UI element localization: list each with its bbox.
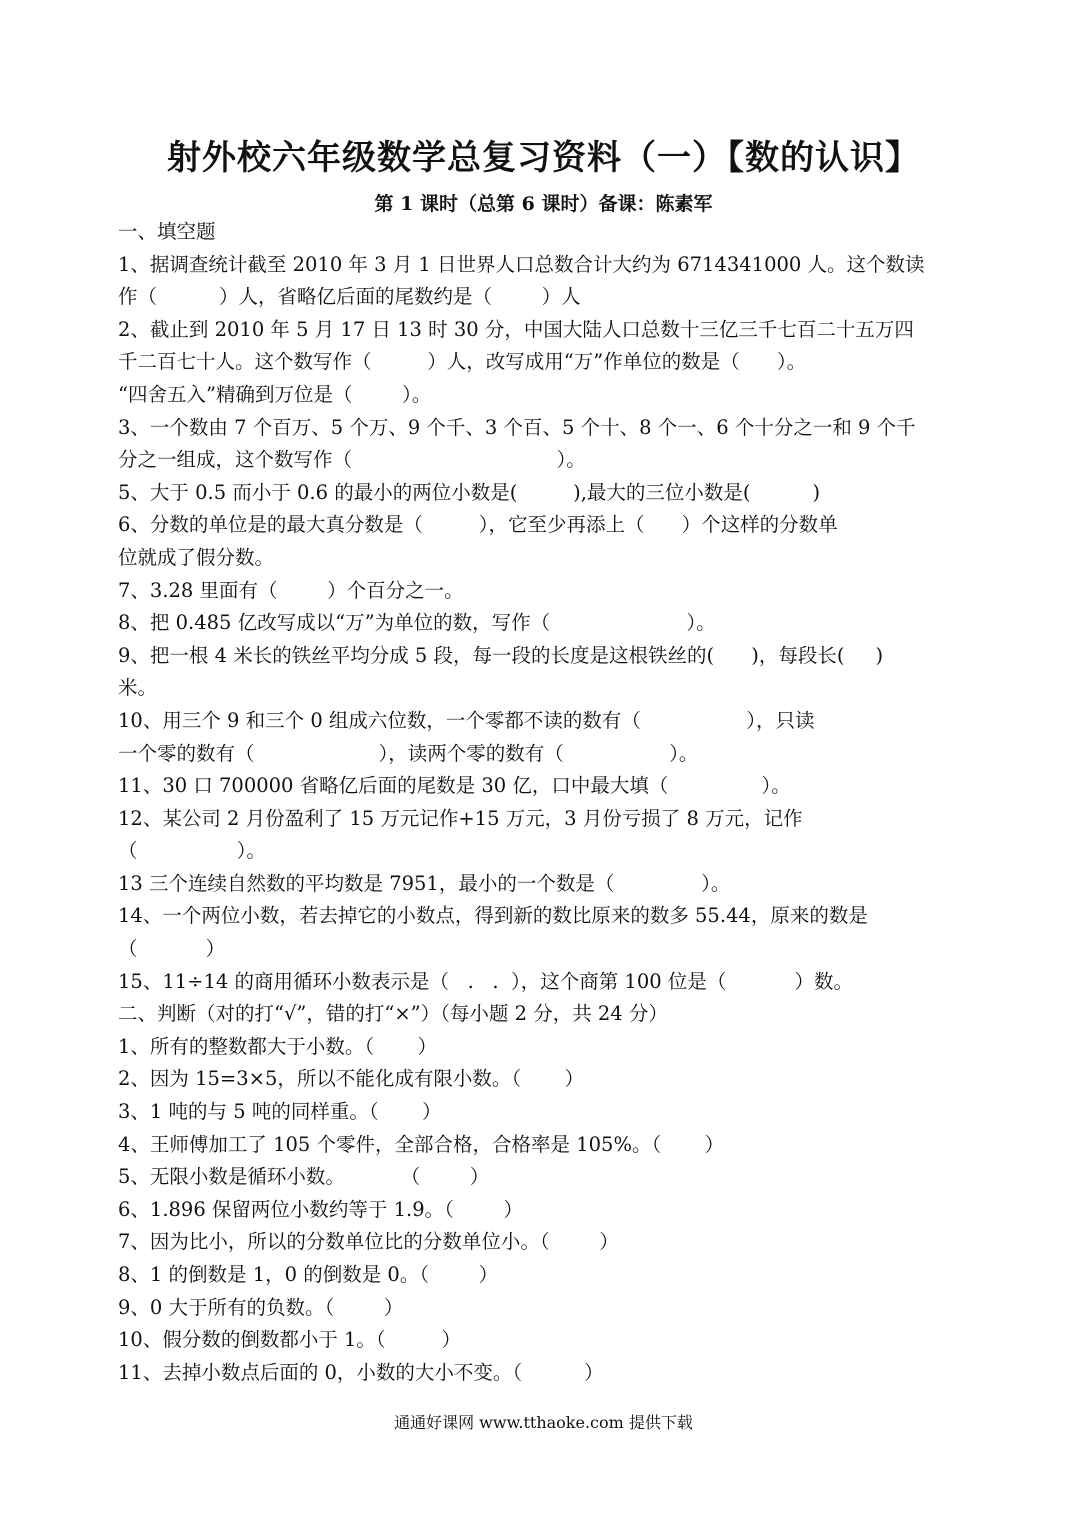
question-line: 3、一个数由 7 个百万、5 个万、9 个千、3 个百、5 个十、8 个一、6 个十分之一和 9 个千 (118, 415, 916, 439)
section-heading: 二、判断（对的打“√”，错的打“×”）（每小题 2 分，共 24 分） (118, 1002, 668, 1026)
question-line: 米。 (118, 676, 158, 700)
question-line: 12、某公司 2 月份盈利了 15 万元记作+15 万元，3 月份亏损了 8 万元，记作 (118, 806, 803, 830)
question-line: 6、1.896 保留两位小数约等于 1.9。（ ） (118, 1197, 523, 1221)
page-title: 射外校六年级数学总复习资料（一）【数的认识】 (167, 138, 920, 178)
question-line: 2、因为 15=3×5，所以不能化成有限小数。（ ） (118, 1067, 585, 1091)
question-line: 3、1 吨的与 5 吨的同样重。（ ） (118, 1100, 442, 1124)
page-footer: 通通好课网 www.tthaoke.com 提供下载 (394, 1413, 693, 1432)
page-subtitle: 第 1 课时（总第 6 课时）备课：陈素军 (374, 193, 713, 215)
worksheet-body (118, 216, 978, 1389)
question-line: 9、0 大于所有的负数。（ ） (118, 1295, 404, 1319)
question-line: 5、大于 0.5 而小于 0.6 的最小的两位小数是( ),最大的三位小数是( ) (118, 480, 821, 504)
question-line: 一个零的数有（ ），读两个零的数有（ ）。 (118, 741, 699, 765)
question-line: 4、王师傅加工了 105 个零件，全部合格，合格率是 105%。（ ） (118, 1132, 725, 1156)
question-line: 位就成了假分数。 (118, 545, 275, 569)
question-line: 1、据调查统计截至 2010 年 3 月 1 日世界人口总数合计大约为 6714341000 人。这个数读 (118, 252, 925, 276)
question-line: 13 三个连续自然数的平均数是 7951，最小的一个数是（ ）。 (118, 871, 731, 895)
question-line: 10、用三个 9 和三个 0 组成六位数，一个零都不读的数有（ ），只读 (118, 708, 815, 732)
question-line: 8、1 的倒数是 1，0 的倒数是 0。（ ） (118, 1263, 499, 1286)
question-line: 6、分数的单位是的最大真分数是（ ），它至少再添上（ ）个这样的分数单 (118, 513, 838, 537)
question-line: “四舍五入”精确到万位是（ ）。 (118, 382, 432, 406)
question-line: 14、一个两位小数，若去掉它的小数点，得到新的数比原来的数多 55.44，原来的数是 (118, 904, 868, 928)
question-line: 9、把一根 4 米长的铁丝平均分成 5 段，每一段的长度是这根铁丝的( )，每段长( ) (118, 643, 884, 667)
question-line: （ ） (118, 937, 226, 961)
question-line: 2、截止到 2010 年 5 月 17 日 13 时 30 分，中国大陆人口总数十三亿三千七百二十五万四 (118, 317, 914, 341)
question-line: 千二百七十人。这个数写作（ ）人，改写成用“万”作单位的数是（ ）。 (118, 350, 807, 374)
question-line: 11、去掉小数点后面的 0，小数的大小不变。（ ） (118, 1360, 604, 1384)
question-line: 11、30 口 700000 省略亿后面的尾数是 30 亿，口中最大填（ ）。 (118, 774, 791, 798)
question-line: 7、因为比小，所以的分数单位比的分数单位小。（ ） (118, 1230, 619, 1254)
question-line: （ ）。 (118, 839, 266, 863)
question-line: 分之一组成，这个数写作（ ）。 (118, 448, 586, 472)
question-line: 5、无限小数是循环小数。 （ ） (118, 1165, 490, 1189)
section-heading: 一、填空题 (118, 220, 216, 243)
question-line: 8、把 0.485 亿改写成以“万”为单位的数，写作（ ）。 (118, 611, 716, 635)
question-line: 15、11÷14 的商用循环小数表示是（ . . ），这个商第 100 位是（ ）数。 (118, 969, 854, 993)
question-line: 10、假分数的倒数都小于 1。（ ） (118, 1328, 461, 1352)
question-line: 作（ ）人，省略亿后面的尾数约是（ ）人 (118, 285, 581, 309)
question-line: 7、3.28 里面有（ ）个百分之一。 (118, 578, 464, 602)
question-line: 1、所有的整数都大于小数。（ ） (118, 1034, 438, 1058)
